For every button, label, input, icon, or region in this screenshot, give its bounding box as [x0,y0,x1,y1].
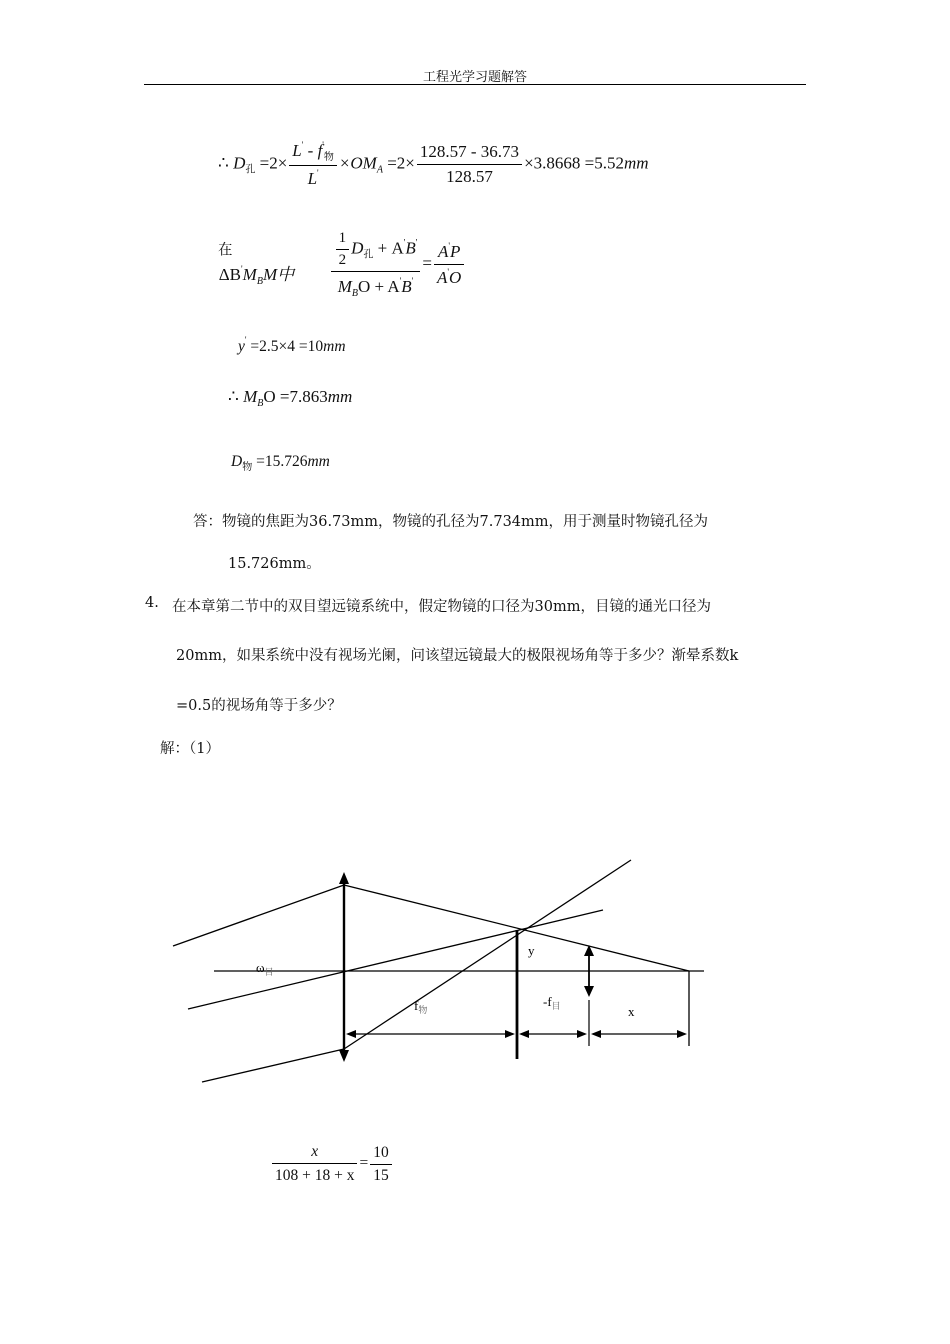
equation-aperture-diameter: ∴ $D_孔 =2\times$ $\frac{L' - f'_物}{L'}$ $\times OM_A =2\times$ $\frac{128.57 - 36.73}{128.57}$ ×3.8668 =5.52mm [218,140,649,188]
label-y: y [528,943,535,958]
problem-line-3: =0.5的视场角等于多少？ [176,698,342,714]
equation-mbo: ∴ $M_BO =7.863mm$ [228,387,353,409]
equation-similar-triangles: 在 $\Delta B'M_BM$中 $\frac{1}{2}$ $D_孔 + A'B'$ $M_BO + A'B'$ = $\frac{A'P}{A'O}$ [218,230,466,299]
problem-line-2: 20mm，如果系统中没有视场光阑，问该望远镜最大的极限视场角等于多少？渐晕系数k [176,648,739,664]
label-f-eyepiece: $-f_目$ [543,994,561,1011]
solution-label: 解：（1） [160,741,220,757]
page-header-title: 工程光学习题解答 [422,70,527,85]
telescope-optical-diagram [0,840,950,1100]
equation-objective-diameter: $D_物 =15.726mm$ [231,453,330,473]
ray-upper-left [173,885,344,946]
label-x: x [628,1004,635,1019]
problem-number: 4. [145,595,159,611]
label-f-objective: $f_物$ [414,998,428,1015]
ray-chief [188,910,603,1009]
header-rule [144,84,806,85]
answer-line-2: 15.726mm。 [228,556,321,572]
problem-line-1: 在本章第二节中的双目望远镜系统中，假定物镜的口径为30mm，目镜的通光口径为 [172,599,711,615]
ray-lower-left [202,1049,344,1082]
answer-line-1: 答：物镜的焦距为36.73mm，物镜的孔径为7.734mm，用于测量时物镜孔径为 [193,514,709,530]
label-omega: $\omega_目$ [256,960,274,977]
equation-image-height: y' =2.5×4 =10mm [238,335,346,355]
equation-ratio: $\frac{x}{108 + 18 + x}$ = $\frac{10}{15}$ [270,1143,394,1185]
